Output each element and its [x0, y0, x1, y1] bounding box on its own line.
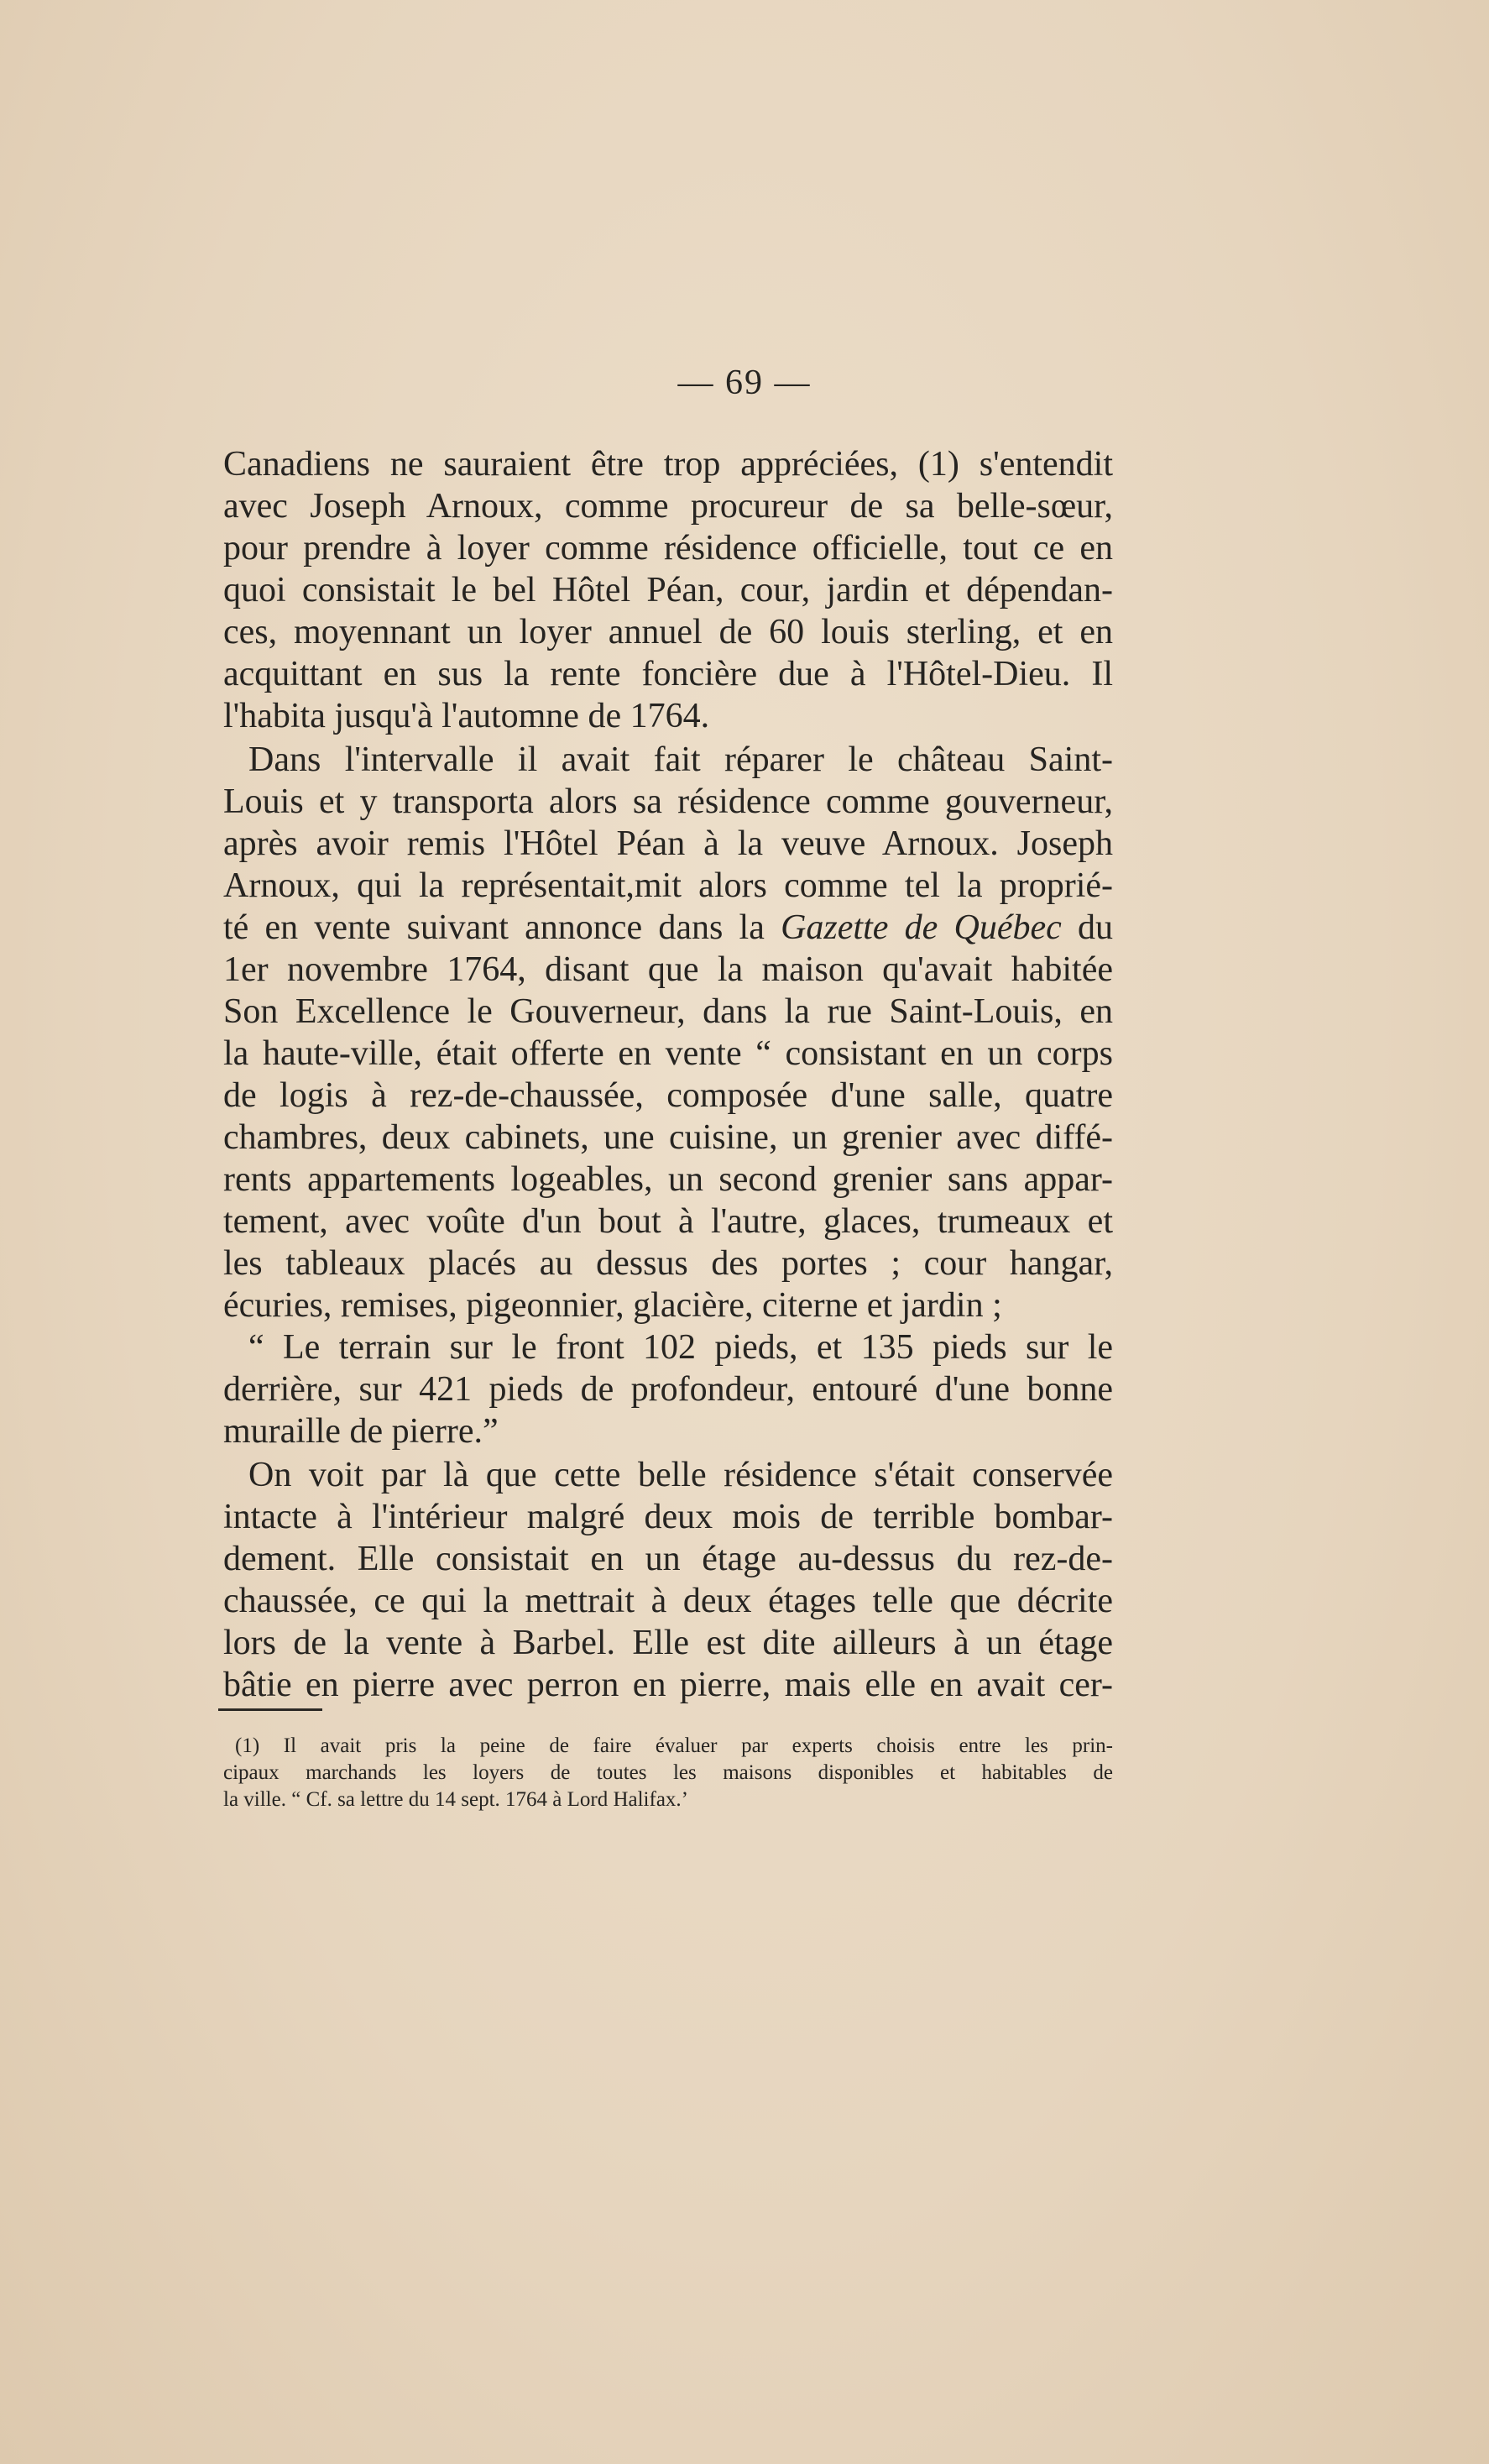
text-line: dement. Elle consistait en un étage au-dessus du rez-de-	[223, 1540, 1113, 1578]
text-run: té en vente suivant annonce dans la	[223, 908, 781, 947]
text-line: ces, moyennant un loyer annuel de 60 louis sterling, et en	[223, 613, 1113, 651]
text-line: “ Le terrain sur le front 102 pieds, et 135 pieds sur le	[248, 1328, 1113, 1367]
text-line: intacte à l'intérieur malgré deux mois de terrible bombar-	[223, 1498, 1113, 1536]
text-line: muraille de pierre.”	[223, 1412, 499, 1451]
text-line: écuries, remises, pigeonnier, glacière, citerne et jardin ;	[223, 1286, 1002, 1325]
text-line: quoi consistait le bel Hôtel Péan, cour, jardin et dépendan-	[223, 571, 1113, 609]
text-line: Canadiens ne sauraient être trop appréciées, (1) s'entendit	[223, 445, 1113, 484]
text-line: pour prendre à loyer comme résidence officielle, tout ce en	[223, 529, 1113, 568]
text-line: Dans l'intervalle il avait fait réparer le château Saint-	[248, 740, 1113, 779]
footnote-separator	[218, 1708, 322, 1711]
footnote-line: cipaux marchands les loyers de toutes les maisons disponibles et habitables de	[223, 1761, 1113, 1784]
text-line: Son Excellence le Gouverneur, dans la rue Saint-Louis, en	[223, 992, 1113, 1031]
text-line: derrière, sur 421 pieds de profondeur, entouré d'une bonne	[223, 1370, 1113, 1409]
footnote-line: la ville. “ Cf. sa lettre du 14 sept. 1764 à Lord Halifax.’	[223, 1788, 689, 1811]
text-line: 1er novembre 1764, disant que la maison qu'avait habitée	[223, 950, 1113, 989]
page-number: — 69 —	[677, 364, 812, 402]
text-line: les tableaux placés au dessus des portes ; cour hangar,	[223, 1244, 1113, 1283]
text-line	[223, 907, 1113, 949]
text-line: acquittant en sus la rente foncière due à l'Hôtel-Dieu. Il	[223, 655, 1113, 693]
text-line: bâtie en pierre avec perron en pierre, mais elle en avait cer-	[223, 1666, 1113, 1704]
newspaper-title: Gazette de Québec	[781, 908, 1062, 947]
text-line: l'habita jusqu'à l'automne de 1764.	[223, 697, 710, 735]
text-line: la haute-ville, était offerte en vente “ consistant en un corps	[223, 1034, 1113, 1073]
text-line: Louis et y transporta alors sa résidence comme gouverneur,	[223, 782, 1113, 821]
text-line: tement, avec voûte d'un bout à l'autre, glaces, trumeaux et	[223, 1202, 1113, 1241]
text-line: chaussée, ce qui la mettrait à deux étages telle que décrite	[223, 1582, 1113, 1620]
footnote-line: (1) Il avait pris la peine de faire évaluer par experts choisis entre les prin-	[235, 1734, 1113, 1757]
text-line: de logis à rez-de-chaussée, composée d'une salle, quatre	[223, 1076, 1113, 1115]
text-line: avec Joseph Arnoux, comme procureur de sa belle-sœur,	[223, 487, 1113, 526]
text-line: On voit par là que cette belle résidence s'était conservée	[248, 1456, 1113, 1494]
text-line: après avoir remis l'Hôtel Péan à la veuve Arnoux. Joseph	[223, 824, 1113, 863]
text-line: Arnoux, qui la représentait,mit alors comme tel la proprié-	[223, 866, 1113, 905]
text-line: rents appartements logeables, un second grenier sans appar-	[223, 1160, 1113, 1199]
text-line: lors de la vente à Barbel. Elle est dite ailleurs à un étage	[223, 1624, 1113, 1662]
text-line: chambres, deux cabinets, une cuisine, un grenier avec diffé-	[223, 1118, 1113, 1157]
text-run: du	[1061, 908, 1113, 947]
